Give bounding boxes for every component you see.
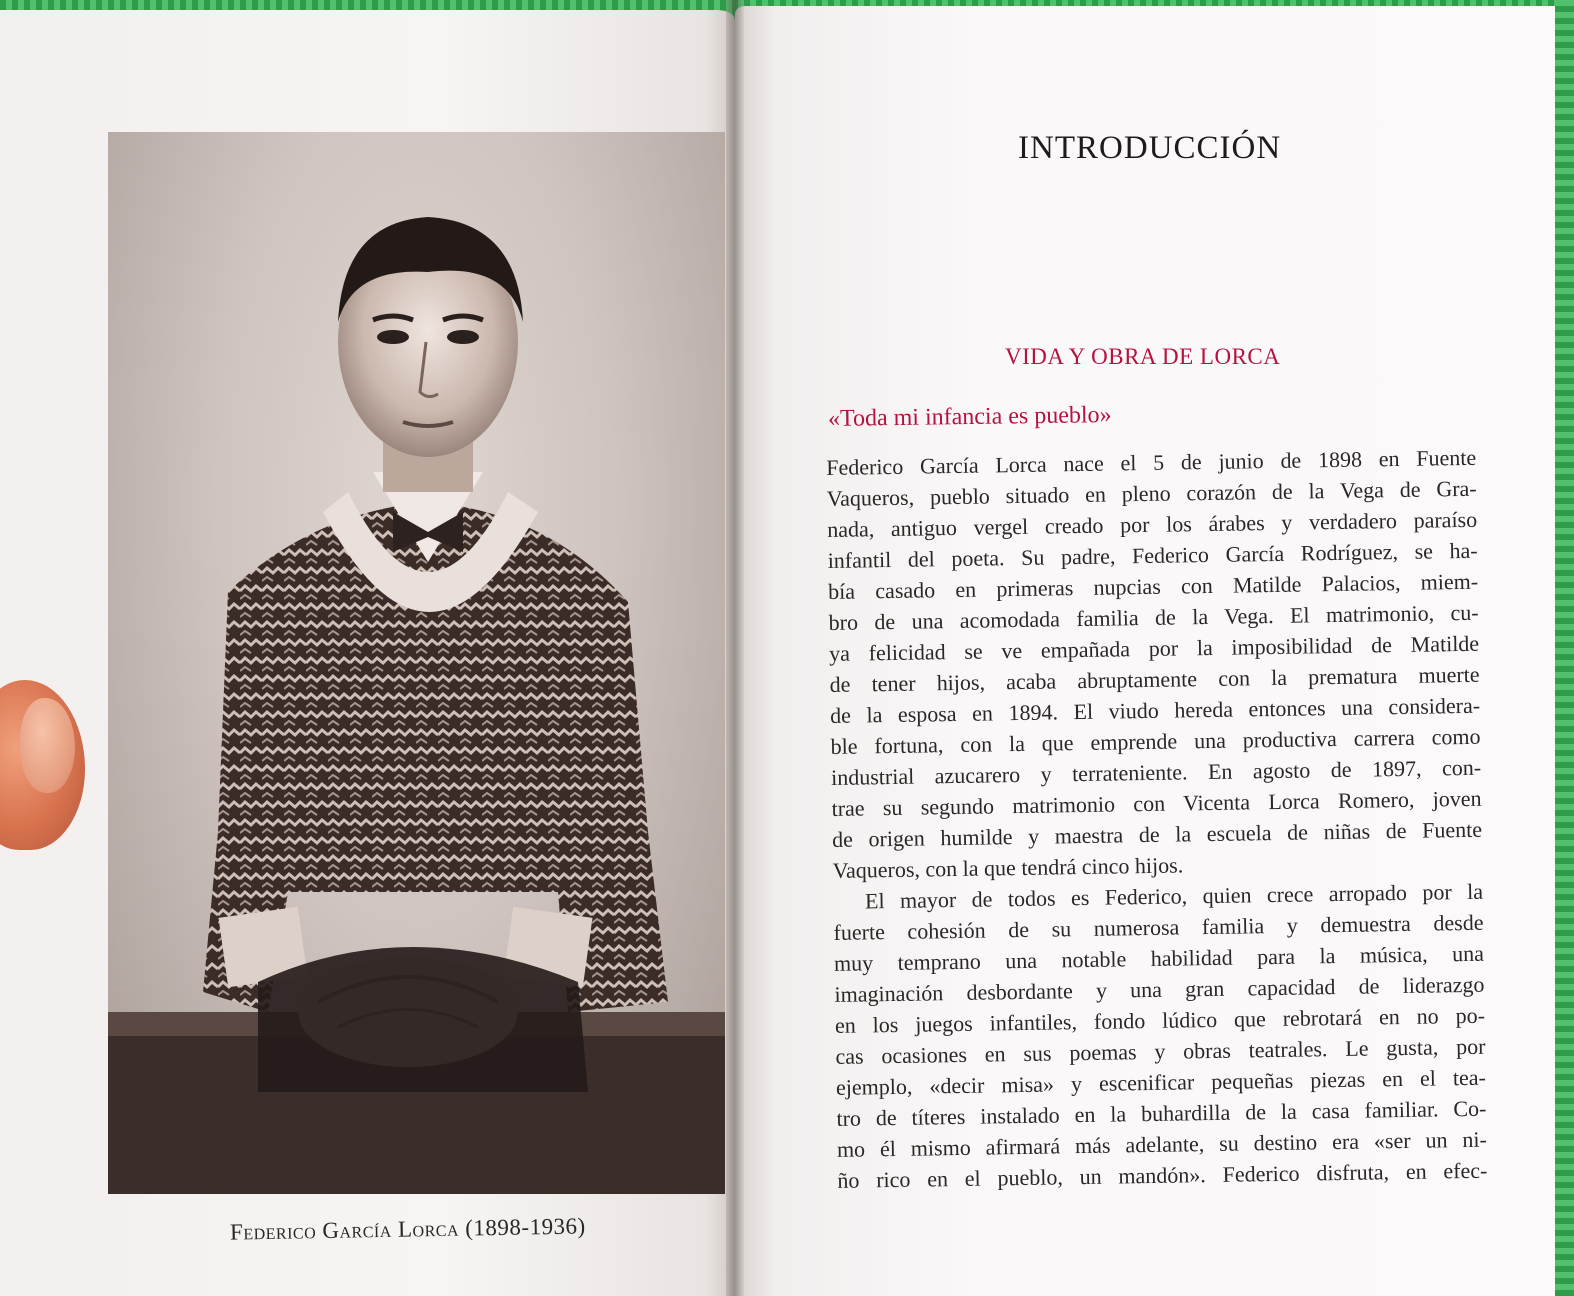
text-line: ejemplo, «decir misa» y escenificar pequeñas piezas en el tea- <box>835 1064 1487 1100</box>
text-line: fuerte cohesión de su numerosa familia y demuestra desde <box>833 909 1484 945</box>
text-line: industrial azucarero y terrateniente. En agosto de 1897, con- <box>830 754 1482 790</box>
text-line: bro de una acomodada familia de la Vega. El matrimonio, cu- <box>828 599 1479 635</box>
book-gutter <box>726 0 744 1296</box>
text-line: El mayor de todos es Federico, quien crece arropado por la <box>864 878 1484 914</box>
chapter-title: INTRODUCCIÓN <box>1018 130 1282 166</box>
body-text <box>826 442 1488 1196</box>
text-line: bía casado en primeras nupcias con Matilde Palacios, miem- <box>827 568 1479 604</box>
text-line: trae su segundo matrimonio con Vicenta Lorca Romero, joven <box>831 785 1482 821</box>
text-line: Federico García Lorca nace el 5 de junio de 1898 en Fuente <box>826 444 1477 480</box>
text-line: muy temprano una notable habilidad para la música, una <box>833 940 1485 976</box>
text-line: en los juegos infantiles, fondo lúdico que rebrotará en no po- <box>834 1002 1486 1038</box>
text-line: Vaqueros, pueblo situado en pleno corazón de la Vega de Gra- <box>826 475 1477 511</box>
text-line: infantil del poeta. Su padre, Federico García Rodríguez, se ha- <box>827 537 1478 573</box>
text-line: Vaqueros, con la que tendrá cinco hijos. <box>832 852 1184 883</box>
text-line: nada, antiguo vergel creado por los árabes y verdadero paraíso <box>827 506 1478 542</box>
text-line: mo él mismo afirmará más adelante, su destino era «ser un ni- <box>836 1126 1488 1162</box>
text-line: de tener hijos, acaba abruptamente con la prematura muerte <box>829 661 1480 697</box>
text-line: ble fortuna, con la que emprende una productiva carrera como <box>830 723 1481 759</box>
section-heading: VIDA Y OBRA DE LORCA <box>1005 344 1281 369</box>
text-line: ño rico en el pueblo, un mandón». Federico disfruta, en efec- <box>837 1157 1488 1193</box>
text-line: tro de títeres instalado en la buhardilla de la casa familiar. Co- <box>836 1095 1487 1131</box>
text-line: de origen humilde y maestra de la escuela de niñas de Fuente <box>831 816 1483 852</box>
text-line: ya felicidad se ve empañada por la imposibilidad de Matilde <box>828 630 1480 666</box>
photo-caption: Federico García Lorca (1898-1936) <box>229 1213 586 1245</box>
portrait-photograph <box>108 132 725 1194</box>
text-line: de la esposa en 1894. El viudo hereda entonces una considera- <box>829 692 1481 728</box>
text-line: imaginación desbordante y una gran capacidad de liderazgo <box>834 971 1485 1007</box>
thumb-nail <box>20 698 75 793</box>
text-line: cas ocasiones en sus poemas y obras teatrales. Le gusta, por <box>835 1033 1486 1069</box>
subheading: «Toda mi infancia es pueblo» <box>827 402 1112 432</box>
